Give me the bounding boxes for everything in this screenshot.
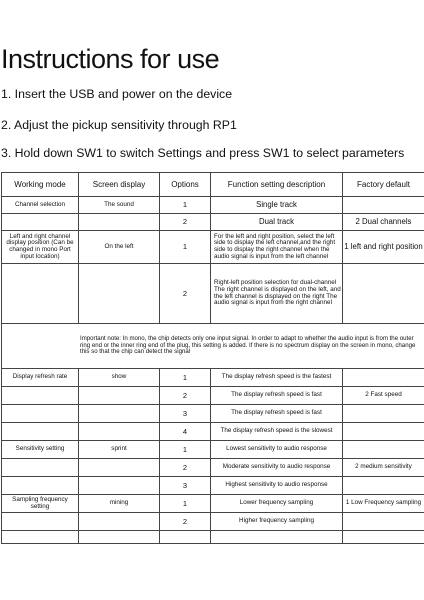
- option-cell: 2: [160, 513, 211, 531]
- table-row: [2, 513, 424, 531]
- page-title: Instructions for use: [1, 44, 220, 74]
- description-cell: Moderate sensitivity to audio response: [211, 459, 343, 477]
- description-cell: Single track: [211, 197, 343, 214]
- description-cell: The display refresh speed is fast: [211, 405, 343, 423]
- display-cell: show: [79, 369, 160, 387]
- option-cell: 2: [160, 264, 211, 324]
- default-cell: 1 left and right position: [343, 231, 424, 264]
- display-cell: sprint: [79, 441, 160, 459]
- option-cell: 2: [160, 214, 211, 231]
- table-row: [2, 495, 424, 513]
- description-cell: Lowest sensitivity to audio response: [211, 441, 343, 459]
- header-options: Options: [160, 173, 211, 197]
- option-cell: 1: [160, 369, 211, 387]
- option-cell: 4: [160, 423, 211, 441]
- header-screen-display: Screen display: [79, 173, 160, 197]
- table-row: [2, 264, 424, 324]
- step-3: 3. Hold down SW1 to switch Settings and press SW1 to select parameters: [1, 146, 405, 160]
- option-cell: 1: [160, 441, 211, 459]
- table-row: [2, 405, 424, 423]
- header-working-mode: Working mode: [2, 173, 79, 197]
- table-row: [2, 477, 424, 495]
- description-cell: The display refresh speed is the fastest: [211, 369, 343, 387]
- mode-cell: Channel selection: [2, 197, 79, 214]
- header-factory-default: Factory default: [343, 173, 424, 197]
- mode-cell: Display refresh rate: [2, 369, 79, 387]
- option-cell: 3: [160, 477, 211, 495]
- step-2: 2. Adjust the pickup sensitivity through RP1: [1, 118, 237, 132]
- description-cell: Highest sensitivity to audio response: [211, 477, 343, 495]
- option-cell: 2: [160, 459, 211, 477]
- description-cell: Right-left position selection for dual-channel The right channel is displayed on the left, and the left channel is displayed on the right The audio signal is input from the right channel: [211, 264, 343, 324]
- step-1: 1. Insert the USB and power on the device: [1, 87, 233, 101]
- default-cell: 1 Low Frequency sampling: [343, 495, 424, 513]
- description-cell: Lower frequency sampling: [211, 495, 343, 513]
- display-cell: On the left: [79, 231, 160, 264]
- default-cell: 2 Fast speed: [343, 387, 424, 405]
- display-cell: The sound: [79, 197, 160, 214]
- parameter-table: [1, 172, 424, 544]
- description-cell: Higher frequency sampling: [211, 513, 343, 531]
- option-cell: 1: [160, 495, 211, 513]
- table-row: [2, 459, 424, 477]
- option-cell: 1: [160, 197, 211, 214]
- table-row: [2, 231, 424, 264]
- important-note: Important note: In mono, the chip detects only one input signal. In order to adapt to whether the audio input is from the outer ring end or the inner ring end of the plug, this setting is added. If there is no spectrum display on the screen in mono, change this so that the chip can detect the signal: [2, 324, 424, 369]
- description-cell: The display refresh speed is the slowest: [211, 423, 343, 441]
- option-cell: 2: [160, 387, 211, 405]
- description-cell: The display refresh speed is fast: [211, 387, 343, 405]
- table-row: [2, 531, 424, 544]
- table-row: [2, 214, 424, 231]
- mode-cell: Sensitivity setting: [2, 441, 79, 459]
- mode-cell: Sampling frequency setting: [2, 495, 79, 513]
- description-cell: Dual track: [211, 214, 343, 231]
- mode-cell: Left and right channel display position (Can be changed in mono Port input location): [2, 231, 79, 264]
- table-row: [2, 423, 424, 441]
- table-row: [2, 324, 424, 369]
- table-row: [2, 387, 424, 405]
- option-cell: 1: [160, 231, 211, 264]
- description-cell: For the left and right position, select the left side to display the left channel,and the right side to display the right channel when the audio signal is input from the left channel: [211, 231, 343, 264]
- table-row: [2, 197, 424, 214]
- default-cell: 2 medium sensitivity: [343, 459, 424, 477]
- table-row: [2, 369, 424, 387]
- table-header-row: [2, 173, 424, 197]
- table-row: [2, 441, 424, 459]
- option-cell: 3: [160, 405, 211, 423]
- header-function-description: Function setting description: [211, 173, 343, 197]
- default-cell: 2 Dual channels: [343, 214, 424, 231]
- display-cell: mining: [79, 495, 160, 513]
